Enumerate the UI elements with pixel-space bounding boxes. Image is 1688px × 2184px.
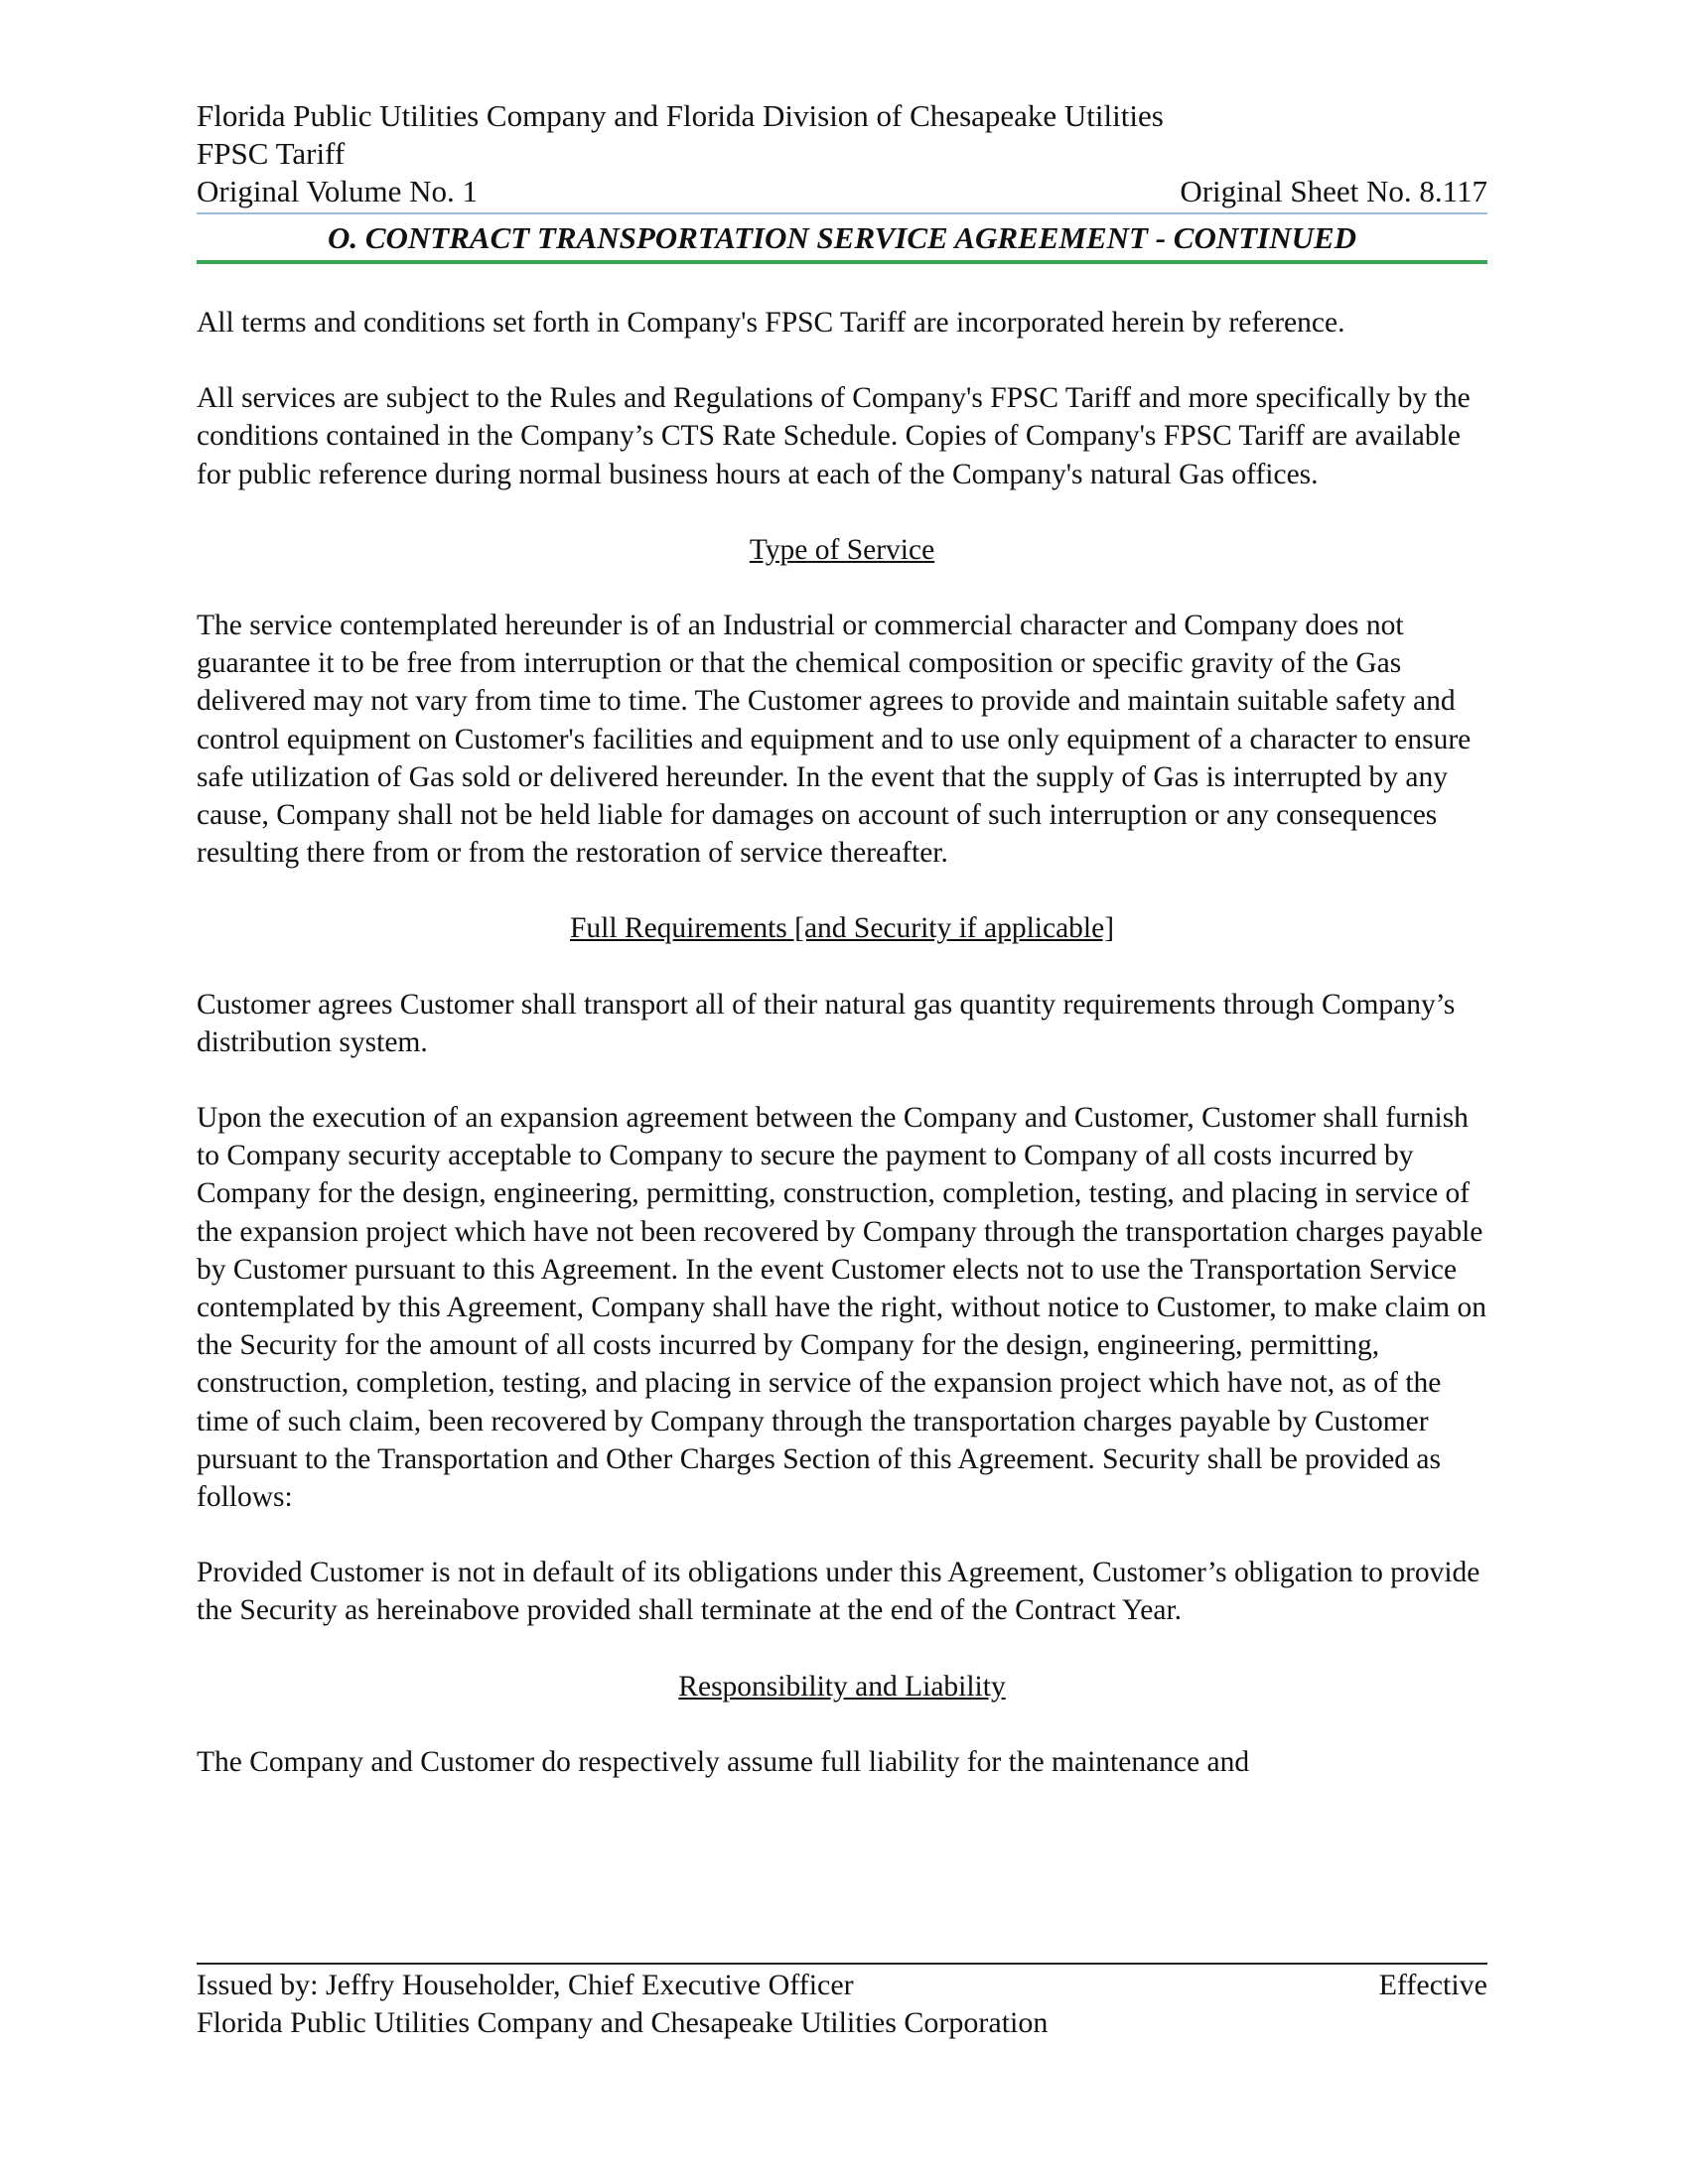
- heading-type-of-service: Type of Service: [749, 533, 935, 566]
- paragraph-security: Upon the execution of an expansion agreement between the Company and Customer, Customer shall furnish to Company security acceptable to Company to secure the payment to Company of all costs incurred by Company for the design, engineering, permitting, construction, completion, testing, and placing in service of the expansion project which have not been recovered by Company through the transportation charges payable by Customer pursuant to this Agreement. In the event Customer elects not to use the Transportation Service contemplated by this Agreement, Company shall have the right, without notice to Customer, to make claim on the Security for the amount of all costs incurred by Company for the design, engineering, permitting, construction, completion, testing, and placing in service of the expansion project which have not, as of the time of such claim, been recovered by Company through the transportation charges payable by Customer pursuant to the Transportation and Other Charges Section of this Agreement. Security shall be provided as follows:: [197, 1102, 1487, 1514]
- header-company-line: Florida Public Utilities Company and Florida Division of Chesapeake Utilities: [197, 98, 1164, 133]
- header-divider-green: [197, 260, 1487, 264]
- paragraph-full-requirements: Customer agrees Customer shall transport all of their natural gas quantity requirements through Company’s distribution system.: [197, 988, 1456, 1058]
- paragraph-responsibility: The Company and Customer do respectively assume full liability for the maintenance and: [197, 1745, 1250, 1778]
- page-footer: [197, 1963, 1487, 2042]
- document-page: [197, 97, 1487, 1819]
- section-title: O. CONTRACT TRANSPORTATION SERVICE AGREEMENT - CONTINUED: [327, 220, 1357, 255]
- footer-issued-by: Issued by: Jeffry Householder, Chief Executive Officer: [197, 1969, 854, 2001]
- heading-full-requirements: Full Requirements [and Security if applicable]: [569, 912, 1115, 945]
- footer-divider: [197, 1963, 1487, 1965]
- paragraph-type-of-service: The service contemplated hereunder is of an Industrial or commercial character and Company does not guarantee it to be free from interruption or that the chemical composition or specific gravity of the Gas delivered may not vary from time to time. The Customer agrees to provide and maintain suitable safety and control equipment on Customer's facilities and equipment and to use only equipment of a character to ensure safe utilization of Gas sold or delivered hereunder. In the event that the supply of Gas is interrupted by any cause, Company shall not be held liable for damages on account of such interruption or any consequences resulting there from or from the restoration of service thereafter.: [197, 610, 1472, 870]
- footer-effective: Effective: [1378, 1969, 1487, 2001]
- footer-issued-row: [197, 1967, 1487, 2004]
- paragraph-security-termination: Provided Customer is not in default of its obligations under this Agreement, Customer’s obligation to provide the Security as hereinabove provided shall terminate at the end of the Contract Year.: [197, 1557, 1480, 1627]
- heading-responsibility: Responsibility and Liability: [678, 1670, 1006, 1703]
- footer-company: Florida Public Utilities Company and Chesapeake Utilities Corporation: [197, 2006, 1049, 2039]
- header-volume: Original Volume No. 1: [197, 174, 479, 208]
- paragraph-services: All services are subject to the Rules and Regulations of Company's FPSC Tariff and more specifically by the conditions contained in the Company’s CTS Rate Schedule. Copies of Company's FPSC Tariff are available for public reference during normal business hours at each of the Company's natural Gas offices.: [197, 382, 1471, 490]
- header-volume-row: [197, 173, 1487, 210]
- page-header: [197, 97, 1487, 264]
- paragraph-terms: All terms and conditions set forth in Company's FPSC Tariff are incorporated herein by reference.: [197, 307, 1345, 339]
- document-body: [197, 304, 1487, 1781]
- header-divider-blue: [197, 212, 1487, 214]
- header-sheet-number: Original Sheet No. 8.117: [1180, 174, 1487, 208]
- header-tariff: FPSC Tariff: [197, 136, 346, 171]
